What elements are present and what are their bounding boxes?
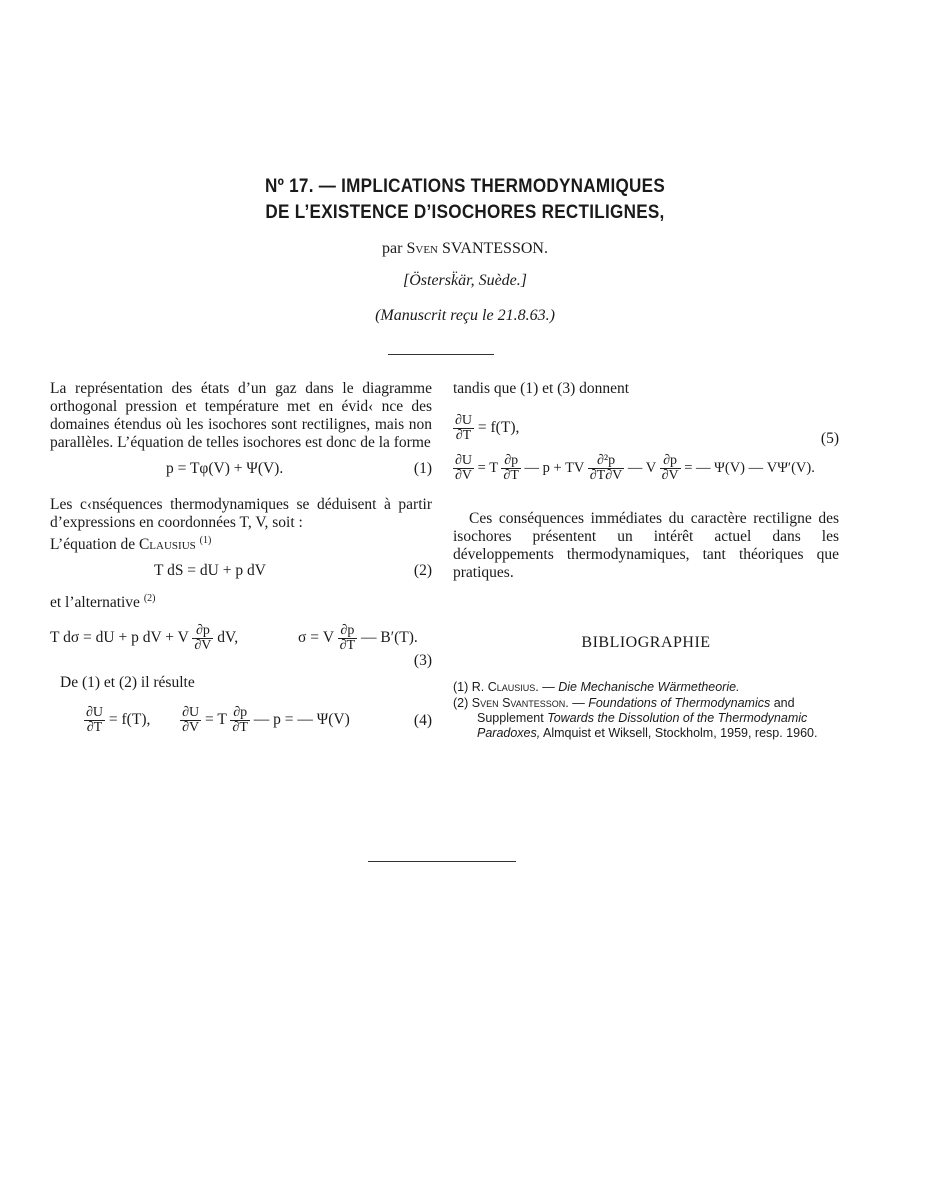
equation-3-part-b: dV, — [217, 629, 239, 647]
footnote-ref-1: (1) — [199, 535, 212, 546]
fraction-denominator: ∂V — [455, 468, 473, 483]
fraction-numerator: ∂p — [501, 454, 520, 469]
equation-2-body: T dS = dU + p dV — [154, 562, 266, 580]
equation-5a — [453, 412, 839, 447]
bib-number: (2) — [453, 696, 469, 710]
equation-4-part-b: = T — [205, 711, 227, 729]
author-last-name: SVANTESSON. — [442, 240, 548, 257]
equation-3-left — [50, 624, 238, 653]
equation-5a-part: = f(T), — [477, 419, 520, 437]
equation-4-fraction-3 — [230, 706, 249, 735]
fraction-numerator: ∂p — [660, 454, 681, 469]
bib-title: Die Mechanische Wärmetheorie. — [558, 680, 740, 694]
equation-3-part-c: σ = V — [298, 629, 334, 647]
fraction-denominator: ∂V — [661, 468, 679, 483]
bib-title-2: Towards the Dissolution of the Thermodynamic Paradoxes, — [477, 711, 808, 740]
equation-3-fraction-1 — [192, 624, 213, 653]
equation-4-part-c: — p = — Ψ(V) — [253, 711, 350, 729]
bib-connector: and Supplement — [477, 696, 795, 725]
clausius-name: Clausius — [138, 536, 196, 554]
article-title-line-1: Nº 17. — IMPLICATIONS THERMODYNAMIQUES — [264, 176, 666, 197]
equation-5b-fraction-3 — [588, 454, 625, 483]
equation-5b — [453, 452, 839, 484]
fraction-denominator: ∂T — [503, 468, 519, 483]
fraction-denominator: ∂T — [86, 720, 103, 736]
bibliography-item-2 — [453, 696, 839, 741]
alternative-text: et l’alternative — [50, 594, 140, 612]
equation-3-part-a: T dσ = dU + p dV + V — [50, 629, 189, 647]
right-column — [453, 380, 839, 582]
author-line — [100, 240, 830, 258]
equation-5b-part-a: = T — [477, 459, 498, 476]
bibliography-list — [453, 680, 839, 742]
bib-number: (1) — [453, 680, 469, 694]
bib-author: Sven Svantesson. — — [471, 696, 585, 710]
equation-3-number-line — [50, 652, 432, 670]
fraction-denominator: ∂T∂V — [589, 468, 623, 483]
received-date: (Manuscrit reçu le 21.8.63.) — [375, 307, 555, 324]
left-paragraph-2: Les c‹nséquences thermodynamiques se déduisent à partir d’expressions en coordonnées T, V, soit : — [50, 496, 432, 531]
equation-3-part-d: — B′(T). — [361, 629, 418, 647]
equation-3 — [50, 622, 432, 652]
equation-1 — [50, 460, 432, 482]
equation-4-number: (4) — [413, 712, 432, 730]
title-divider — [388, 354, 494, 355]
end-divider — [368, 861, 516, 862]
article-title-line-2: DE L’EXISTENCE D’ISOCHORES RECTILIGNES, — [265, 202, 665, 223]
fraction-denominator: ∂V — [182, 720, 200, 736]
fraction-denominator: ∂T — [232, 720, 248, 736]
author-prefix: par — [382, 240, 403, 257]
right-paragraph-2: Ces conséquences immédiates du caractère rectiligne des isochores présentent un intérêt actuel dans les développements thermodynamiques, tant théoriques que pratiques. — [453, 510, 839, 581]
fraction-numerator: ∂U — [455, 413, 473, 428]
equation-5a-fraction — [453, 414, 474, 443]
equation-5b-fraction-2 — [501, 454, 520, 483]
equation-5b-part-b: — p + TV — [524, 459, 585, 476]
equation-5b-fraction-1 — [453, 454, 474, 483]
bibliography-heading: BIBLIOGRAPHIE — [581, 634, 711, 651]
fraction-denominator: ∂V — [194, 638, 212, 654]
equation-2-number: (2) — [413, 562, 432, 580]
equation-4 — [50, 704, 432, 738]
left-paragraph-5: De (1) et (2) il résulte — [60, 674, 195, 692]
left-paragraph-1: La représentation des états d’un gaz dans le diagramme orthogonal pression et température met en évid‹ nce des domaines étendus où les isochores sont rectilignes, mais non parallèles. L’équation de telles isochores est donc de la forme — [50, 380, 432, 451]
fraction-numerator: ∂U — [455, 453, 473, 468]
fraction-numerator: ∂U — [86, 705, 104, 721]
equation-3-fraction-2 — [338, 624, 357, 653]
bib-title: Foundations of Thermodynamics — [588, 696, 771, 710]
equation-3-right — [298, 624, 418, 653]
author-place: [Östersk̈är, Suède.] — [403, 272, 527, 289]
equation-4-fraction-2 — [180, 706, 201, 735]
fraction-numerator: ∂p — [230, 706, 249, 721]
clausius-intro: L’équation de — [50, 536, 136, 554]
bibliography-item-1 — [453, 680, 839, 695]
fraction-numerator: ∂p — [338, 624, 357, 639]
left-paragraph-4 — [50, 590, 432, 612]
equation-4-fraction-1 — [84, 706, 105, 735]
fraction-denominator: ∂T — [339, 638, 356, 654]
equation-5a-body — [453, 414, 519, 443]
right-paragraph-1: tandis que (1) et (3) donnent — [453, 380, 630, 397]
equation-4-body — [84, 706, 350, 735]
equation-1-body: p = Tφ(V) + Ψ(V). — [166, 460, 284, 477]
fraction-numerator: ∂p — [192, 624, 213, 639]
equation-1-number: (1) — [413, 460, 432, 477]
equation-5b-fraction-4 — [660, 454, 681, 483]
equation-2 — [50, 562, 432, 584]
equation-5-number: (5) — [820, 430, 839, 447]
left-column — [50, 380, 432, 738]
fraction-numerator: ∂U — [182, 705, 200, 721]
equation-4-part-a: = f(T), — [108, 711, 151, 729]
fraction-denominator: ∂T — [455, 428, 472, 443]
bib-author: R. Clausius. — — [471, 680, 555, 694]
footnote-ref-2: (2) — [143, 593, 156, 605]
left-paragraph-3 — [50, 532, 432, 554]
bib-publisher: Almquist et Wiksell, Stockholm, 1959, resp. 1960. — [543, 726, 818, 740]
equation-5b-part-c: — V — [627, 459, 656, 476]
equation-5b-part-d: = — Ψ(V) — VΨ′(V). — [684, 459, 815, 476]
equation-5b-body — [453, 454, 815, 483]
equation-3-number: (3) — [413, 652, 432, 670]
fraction-numerator: ∂²p — [588, 454, 625, 469]
author-first-name: Sven — [406, 240, 438, 257]
